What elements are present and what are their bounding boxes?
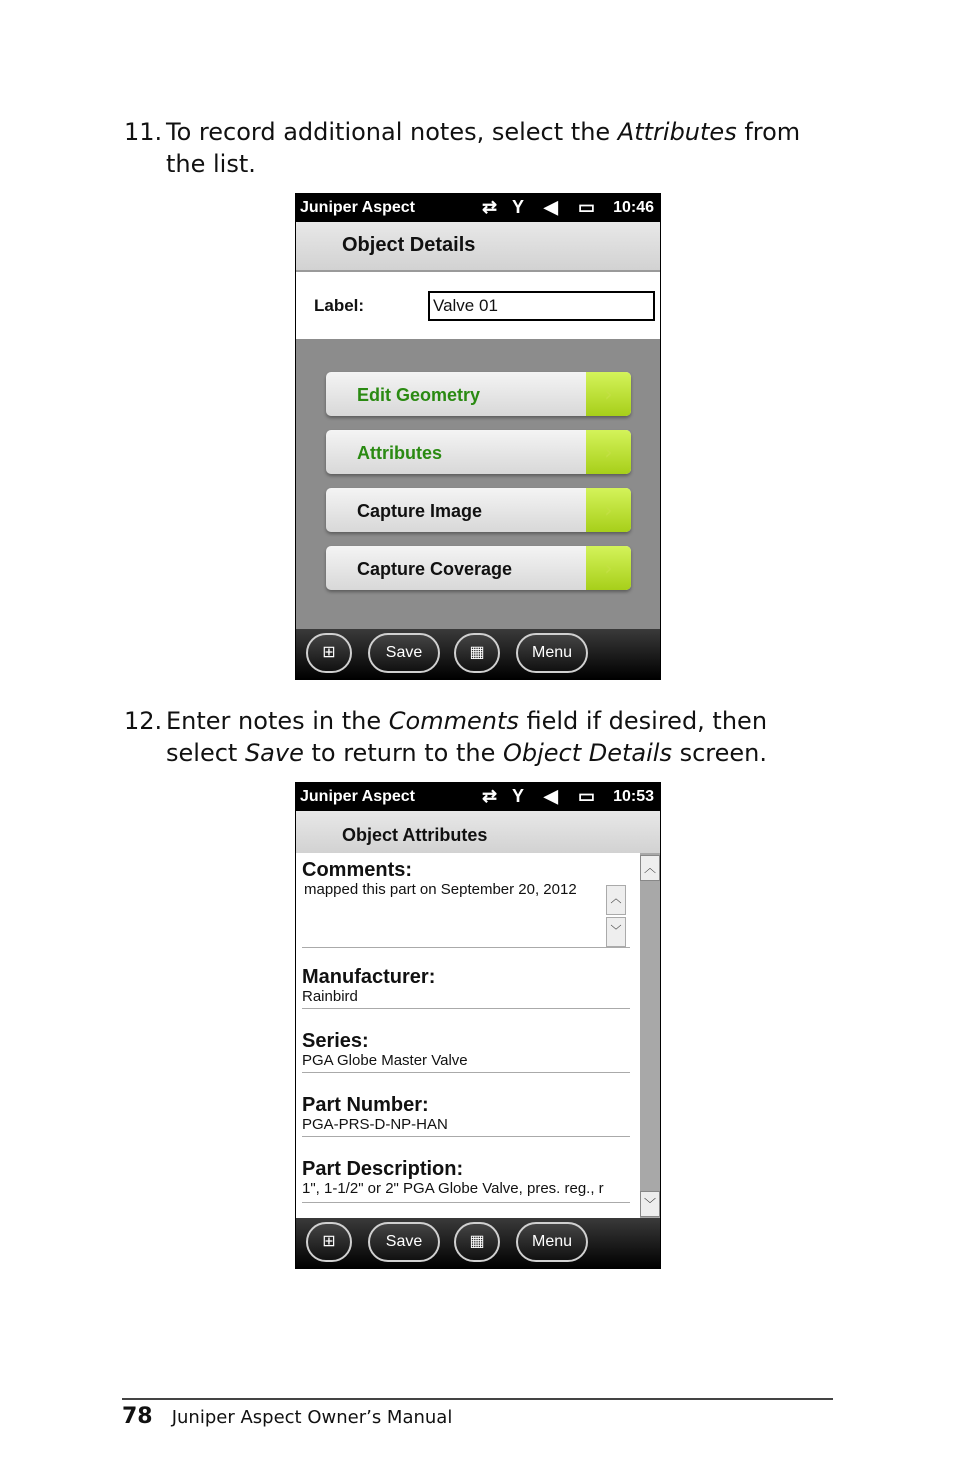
footer-rule: [122, 1398, 833, 1400]
app-name: Juniper Aspect: [300, 199, 415, 216]
step-text: [166, 116, 826, 180]
signal-off-icon: Y: [512, 197, 525, 217]
attributes-button[interactable]: [326, 430, 631, 474]
button-label: Capture Coverage: [357, 559, 513, 579]
button-label: Attributes: [357, 443, 442, 463]
step-text: [166, 705, 826, 769]
label-input[interactable]: Valve 01: [428, 291, 655, 321]
field-value[interactable]: PGA Globe Master Valve: [302, 1052, 468, 1069]
keyboard-icon: ▦: [469, 644, 485, 661]
app-name: Juniper Aspect: [300, 788, 415, 805]
windows-start-button[interactable]: [306, 1222, 352, 1262]
screen-title: Object Details: [342, 234, 476, 256]
scroll-down-icon[interactable]: ﹀: [640, 1191, 660, 1217]
page-footer: [122, 1404, 452, 1429]
title-bar: [296, 811, 660, 853]
scroll-up-icon[interactable]: ︿: [640, 855, 660, 881]
field-value[interactable]: 1", 1-1/2" or 2" PGA Globe Valve, pres. reg., r: [302, 1180, 604, 1197]
save-button[interactable]: Save: [368, 1222, 440, 1262]
screenshot-object-details: [295, 193, 661, 680]
status-bar: [296, 194, 660, 222]
windows-logo-icon: ⊞: [322, 644, 336, 661]
keyboard-button[interactable]: [454, 1222, 500, 1262]
step-text-part: from the list.: [166, 118, 801, 178]
step-text-emphasis: Save: [244, 739, 304, 767]
chevron-right-icon: ›: [586, 430, 631, 474]
field-value[interactable]: Rainbird: [302, 988, 358, 1005]
status-bar: [296, 783, 660, 811]
step-text-part: Enter notes in the: [166, 707, 389, 735]
speaker-icon: ◀: [544, 197, 558, 217]
step-text-emphasis: Comments: [388, 707, 519, 735]
sync-icon: ⇄: [482, 197, 498, 217]
screenshot-object-attributes: [295, 782, 661, 1269]
speaker-icon: ◀: [544, 786, 558, 806]
comments-field[interactable]: [302, 859, 630, 948]
menu-button[interactable]: Menu: [516, 633, 588, 673]
series-field[interactable]: [302, 1030, 630, 1073]
field-value[interactable]: PGA-PRS-D-NP-HAN: [302, 1116, 448, 1133]
part-description-field[interactable]: [302, 1158, 630, 1203]
scroll-up-icon[interactable]: ︿: [606, 885, 626, 915]
part-number-field[interactable]: [302, 1094, 630, 1137]
save-button[interactable]: Save: [368, 633, 440, 673]
step-text-emphasis: Object Details: [502, 739, 672, 767]
attributes-form: [296, 853, 660, 1219]
manufacturer-field[interactable]: [302, 966, 630, 1009]
capture-coverage-button[interactable]: [326, 546, 631, 590]
field-label: Comments:: [302, 859, 413, 881]
battery-icon: ▭: [578, 786, 596, 806]
step-text-part: field if desired, then select: [166, 707, 768, 767]
windows-start-button[interactable]: [306, 633, 352, 673]
windows-logo-icon: ⊞: [322, 1233, 336, 1250]
bottom-bar: [296, 629, 660, 679]
step-text-part: to return to the: [303, 739, 503, 767]
bottom-bar: [296, 1218, 660, 1268]
page-number: 78: [122, 1404, 153, 1429]
step-text-emphasis: Attributes: [617, 118, 737, 146]
scrollbar[interactable]: [640, 853, 660, 1219]
keyboard-button[interactable]: [454, 633, 500, 673]
field-label: Part Description:: [302, 1158, 464, 1180]
field-label: Series:: [302, 1030, 369, 1052]
manual-title: Juniper Aspect Owner’s Manual: [171, 1407, 453, 1428]
capture-image-button[interactable]: [326, 488, 631, 532]
battery-icon: ▭: [578, 197, 596, 217]
field-label: Part Number:: [302, 1094, 429, 1116]
sync-icon: ⇄: [482, 786, 498, 806]
scroll-down-icon[interactable]: ﹀: [606, 917, 626, 947]
button-label: Edit Geometry: [357, 385, 481, 405]
field-label: Manufacturer:: [302, 966, 436, 988]
clock: 10:46: [613, 199, 654, 216]
chevron-right-icon: ›: [586, 546, 631, 590]
step-text-part: screen.: [671, 739, 768, 767]
signal-off-icon: Y: [512, 786, 525, 806]
label-caption: Label:: [314, 296, 365, 315]
menu-button[interactable]: Menu: [516, 1222, 588, 1262]
step-text-part: To record additional notes, select the: [166, 118, 618, 146]
edit-geometry-button[interactable]: [326, 372, 631, 416]
label-row: [296, 272, 660, 339]
step-number: 11.: [124, 118, 163, 146]
field-value[interactable]: mapped this part on September 20, 2012: [304, 881, 577, 898]
clock: 10:53: [613, 788, 654, 805]
button-label: Capture Image: [357, 501, 483, 521]
screen-title: Object Attributes: [342, 825, 488, 845]
step-number: 12.: [124, 707, 163, 735]
chevron-right-icon: ›: [586, 372, 631, 416]
keyboard-icon: ▦: [469, 1233, 485, 1250]
chevron-right-icon: ›: [586, 488, 631, 532]
title-bar: [296, 222, 660, 272]
